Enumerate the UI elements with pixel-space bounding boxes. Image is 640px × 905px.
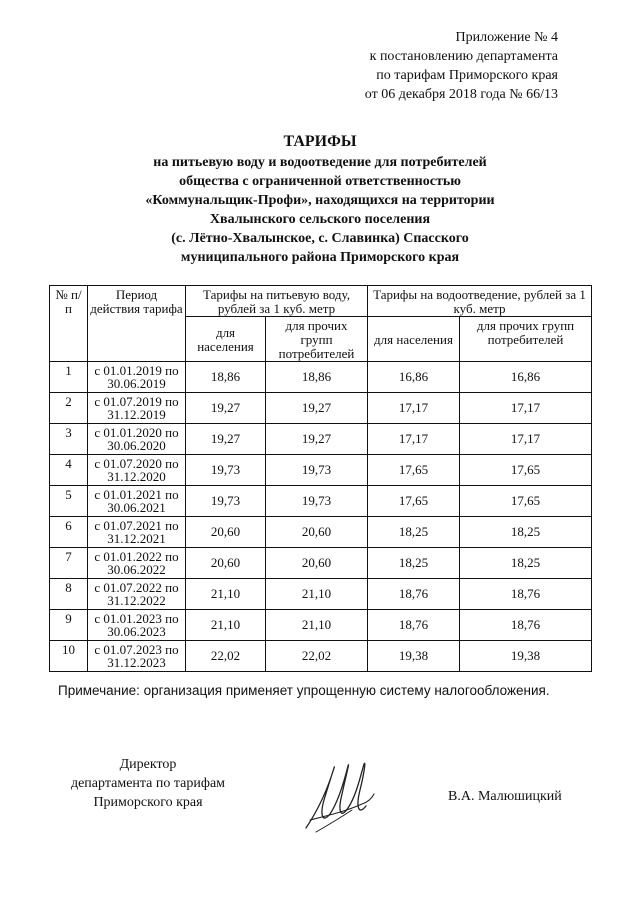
cell-sewer-other: 18,76 — [460, 579, 592, 610]
header-water-group: Тарифы на питьевую воду, рублей за 1 куб. метр — [186, 286, 368, 317]
cell-sewer-other: 17,17 — [460, 424, 592, 455]
cell-water-other: 19,73 — [266, 455, 368, 486]
cell-period: с 01.01.2019 по 30.06.2019 — [88, 362, 186, 393]
cell-period: с 01.01.2020 по 30.06.2020 — [88, 424, 186, 455]
position-line: департамента по тарифам — [70, 776, 226, 791]
cell-sewer-other: 17,65 — [460, 455, 592, 486]
cell-period: с 01.07.2021 по 31.12.2021 — [88, 517, 186, 548]
cell-num: 2 — [50, 393, 88, 424]
header-water-population: для населения — [186, 317, 266, 362]
table-row — [50, 517, 592, 548]
header-num: № п/п — [50, 286, 88, 362]
header-sewer-other: для прочих групп потребителей — [460, 317, 592, 362]
appendix-line: от 06 декабря 2018 года № 66/13 — [364, 87, 558, 102]
tariffs-table — [49, 285, 592, 672]
cell-sewer-other: 18,25 — [460, 517, 592, 548]
title-line: «Коммунальщик-Профи», находящихся на территории — [145, 193, 495, 208]
table-row — [50, 362, 592, 393]
cell-sewer-population: 17,17 — [368, 393, 460, 424]
position-line: Приморского края — [93, 795, 203, 810]
cell-sewer-other: 16,86 — [460, 362, 592, 393]
cell-period: с 01.01.2023 по 30.06.2023 — [88, 610, 186, 641]
appendix-reference — [300, 28, 558, 104]
table-row — [50, 579, 592, 610]
cell-water-population: 20,60 — [186, 548, 266, 579]
header-sewer-group: Тарифы на водоотведение, рублей за 1 куб. метр — [368, 286, 592, 317]
cell-sewer-population: 18,76 — [368, 610, 460, 641]
signatory-name: В.А. Малюшицкий — [448, 789, 562, 804]
cell-num: 3 — [50, 424, 88, 455]
cell-water-other: 21,10 — [266, 579, 368, 610]
cell-water-population: 22,02 — [186, 641, 266, 672]
cell-water-population: 19,73 — [186, 455, 266, 486]
cell-sewer-population: 18,76 — [368, 579, 460, 610]
cell-sewer-population: 17,65 — [368, 455, 460, 486]
table-row — [50, 455, 592, 486]
appendix-line: к постановлению департамента — [369, 49, 558, 64]
cell-sewer-other: 18,25 — [460, 548, 592, 579]
handwritten-signature — [300, 758, 380, 838]
cell-sewer-other: 17,65 — [460, 486, 592, 517]
cell-num: 7 — [50, 548, 88, 579]
title-line: на питьевую воду и водоотведение для потребителей — [153, 155, 487, 170]
cell-sewer-population: 17,65 — [368, 486, 460, 517]
cell-num: 1 — [50, 362, 88, 393]
cell-sewer-population: 17,17 — [368, 424, 460, 455]
cell-num: 6 — [50, 517, 88, 548]
signatory-position — [58, 755, 238, 812]
cell-sewer-population: 19,38 — [368, 641, 460, 672]
title-line: (с. Лётно-Хвалынское, с. Славинка) Спасского — [171, 231, 469, 246]
table-row — [50, 641, 592, 672]
cell-water-population: 19,73 — [186, 486, 266, 517]
cell-water-other: 19,27 — [266, 393, 368, 424]
cell-water-other: 19,27 — [266, 424, 368, 455]
cell-water-other: 22,02 — [266, 641, 368, 672]
cell-num: 9 — [50, 610, 88, 641]
title-line: общества с ограниченной ответственностью — [179, 174, 461, 189]
table-row — [50, 424, 592, 455]
cell-sewer-other: 17,17 — [460, 393, 592, 424]
title-line: муниципального района Приморского края — [180, 250, 460, 265]
header-period: Период действия тарифа — [88, 286, 186, 362]
table-row — [50, 486, 592, 517]
cell-sewer-population: 16,86 — [368, 362, 460, 393]
cell-period: с 01.07.2020 по 31.12.2020 — [88, 455, 186, 486]
cell-water-population: 18,86 — [186, 362, 266, 393]
cell-period: с 01.01.2021 по 30.06.2021 — [88, 486, 186, 517]
cell-num: 8 — [50, 579, 88, 610]
cell-num: 10 — [50, 641, 88, 672]
cell-water-other: 19,73 — [266, 486, 368, 517]
appendix-line: Приложение № 4 — [455, 30, 558, 45]
cell-sewer-other: 19,38 — [460, 641, 592, 672]
cell-sewer-other: 18,76 — [460, 610, 592, 641]
cell-period: с 01.01.2022 по 30.06.2022 — [88, 548, 186, 579]
table-row — [50, 610, 592, 641]
table-row — [50, 393, 592, 424]
cell-period: с 01.07.2022 по 31.12.2022 — [88, 579, 186, 610]
cell-water-other: 18,86 — [266, 362, 368, 393]
title-main: ТАРИФЫ — [283, 133, 357, 150]
cell-water-population: 21,10 — [186, 579, 266, 610]
position-line: Директор — [119, 757, 177, 772]
cell-sewer-population: 18,25 — [368, 548, 460, 579]
cell-num: 5 — [50, 486, 88, 517]
cell-water-other: 21,10 — [266, 610, 368, 641]
tax-note: Примечание: организация применяет упрощенную систему налогообложения. — [58, 683, 550, 698]
cell-sewer-population: 18,25 — [368, 517, 460, 548]
cell-water-population: 19,27 — [186, 393, 266, 424]
cell-num: 4 — [50, 455, 88, 486]
cell-water-other: 20,60 — [266, 548, 368, 579]
cell-period: с 01.07.2019 по 31.12.2019 — [88, 393, 186, 424]
cell-water-population: 21,10 — [186, 610, 266, 641]
table-row — [50, 548, 592, 579]
cell-period: с 01.07.2023 по 31.12.2023 — [88, 641, 186, 672]
cell-water-population: 20,60 — [186, 517, 266, 548]
cell-water-population: 19,27 — [186, 424, 266, 455]
document-title — [60, 131, 580, 267]
header-sewer-population: для населения — [368, 317, 460, 362]
title-line: Хвалынского сельского поселения — [209, 212, 431, 227]
header-water-other: для прочих групп потребителей — [266, 317, 368, 362]
appendix-line: по тарифам Приморского края — [376, 68, 558, 83]
cell-water-other: 20,60 — [266, 517, 368, 548]
